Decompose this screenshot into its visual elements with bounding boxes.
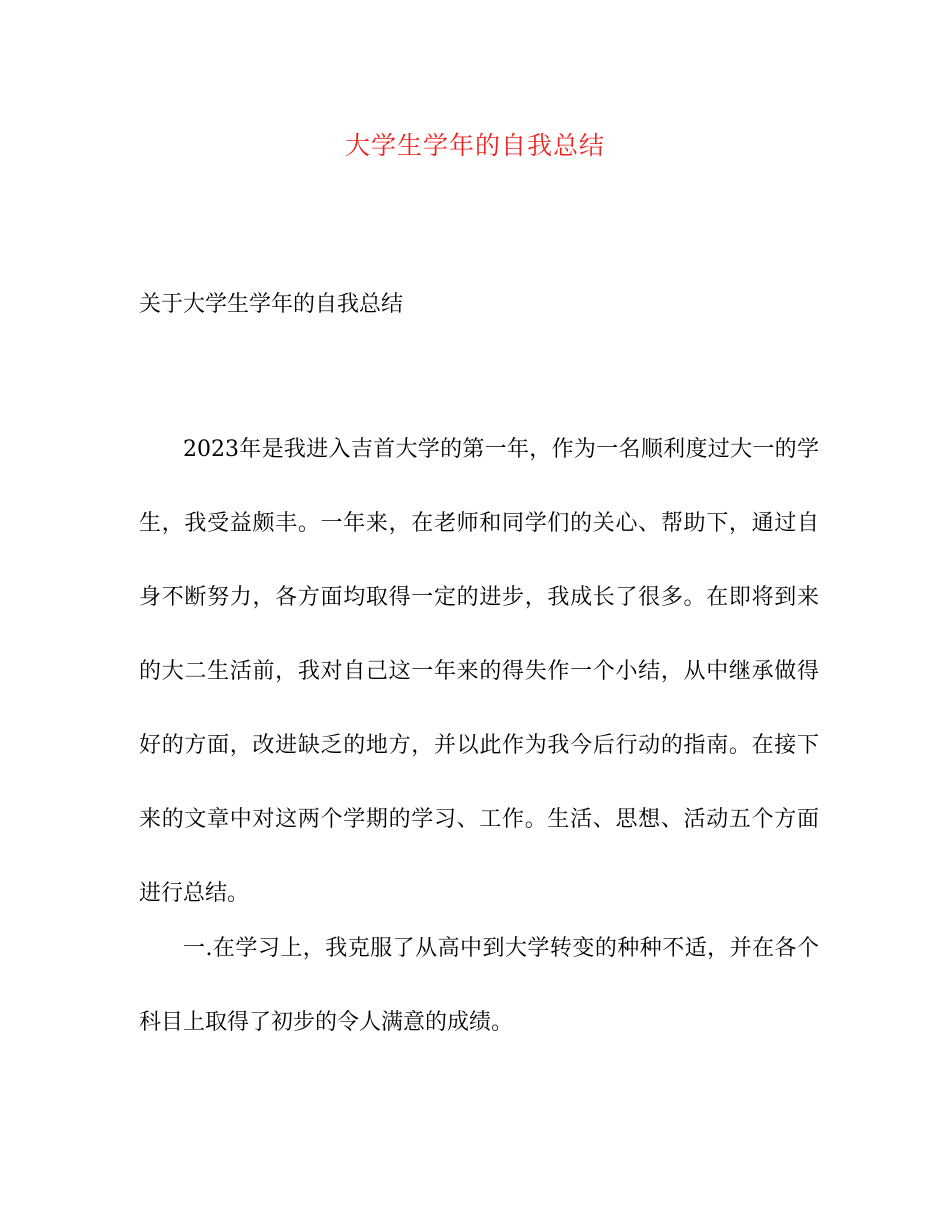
document-subtitle: 关于大学生学年的自我总结	[139, 292, 404, 317]
paragraph-study: 一.在学习上，我克服了从高中到大学转变的种种不适，并在各个科目上取得了初步的令人满意的成绩。	[139, 936, 819, 1035]
document-title: 大学生学年的自我总结	[344, 131, 605, 160]
paragraph-intro: 2023年是我进入吉首大学的第一年，作为一名顺利度过大一的学生，我受益颇丰。一年来，在老师和同学们的关心、帮助下，通过自身不断努力，各方面均取得一定的进步，我成长了很多。在即将到来的大二生活前，我对自己这一年来的得失作一个小结，从中继承做得好的方面，改进缺乏的地方，并以此作为我今后行动的指南。在接下来的文章中对这两个学期的学习、工作。生活、思想、活动五个方面进行总结。	[139, 437, 819, 906]
